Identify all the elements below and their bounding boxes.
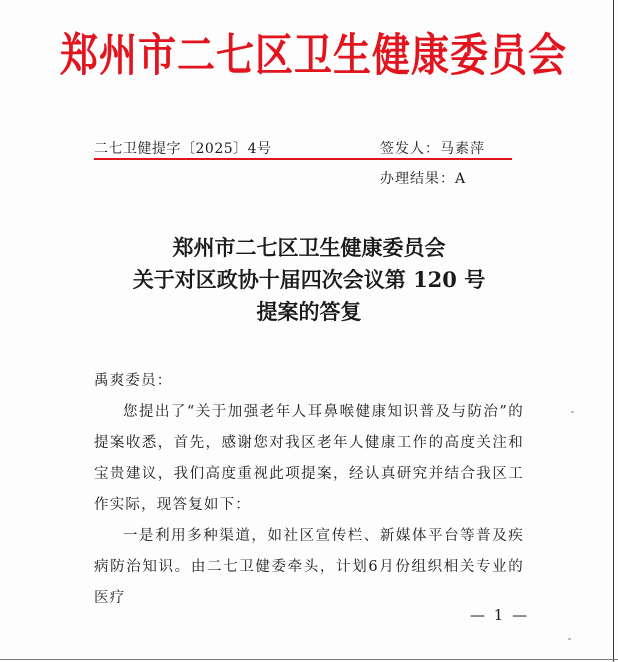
title-line-2: 关于对区政协十届四次会议第 120 号 — [132, 267, 486, 292]
signer: 签发人：马素萍 — [380, 141, 485, 157]
scan-edge-bottom — [0, 659, 618, 660]
body-paragraph-1: 您提出了“关于加强老年人耳鼻喉健康知识普及与防治”的提案收悉，首先，感谢您对我区老年人健康工作的高度关注和宝贵建议，我们高度重视此项提案，经认真研究并结合我区工作实际，现答复如下： — [94, 404, 524, 513]
document-body — [94, 366, 524, 614]
title-line-1: 郑州市二七区卫生健康委员会 — [172, 235, 446, 260]
title-line-3: 提案的答复 — [256, 299, 362, 324]
red-divider-line — [94, 158, 512, 160]
salutation: 禹爽委员： — [94, 373, 173, 389]
scan-speck — [571, 411, 574, 413]
page-number: — 1 — — [470, 606, 530, 624]
scan-edge-right — [613, 0, 614, 662]
body-paragraph-2: 一是利用多种渠道，如社区宣传栏、新媒体平台等普及疾病防治知识。由二七卫健委牵头，计划6月份组织相关专业的医疗 — [94, 528, 524, 606]
masthead-title: 郑州市二七区卫生健康委员会 — [60, 28, 568, 82]
document-number: 二七卫健提字〔2025〕4号 — [94, 141, 272, 157]
handling-result: 办理结果：A — [380, 171, 467, 187]
document-title — [100, 232, 518, 328]
scan-speck — [568, 638, 571, 640]
